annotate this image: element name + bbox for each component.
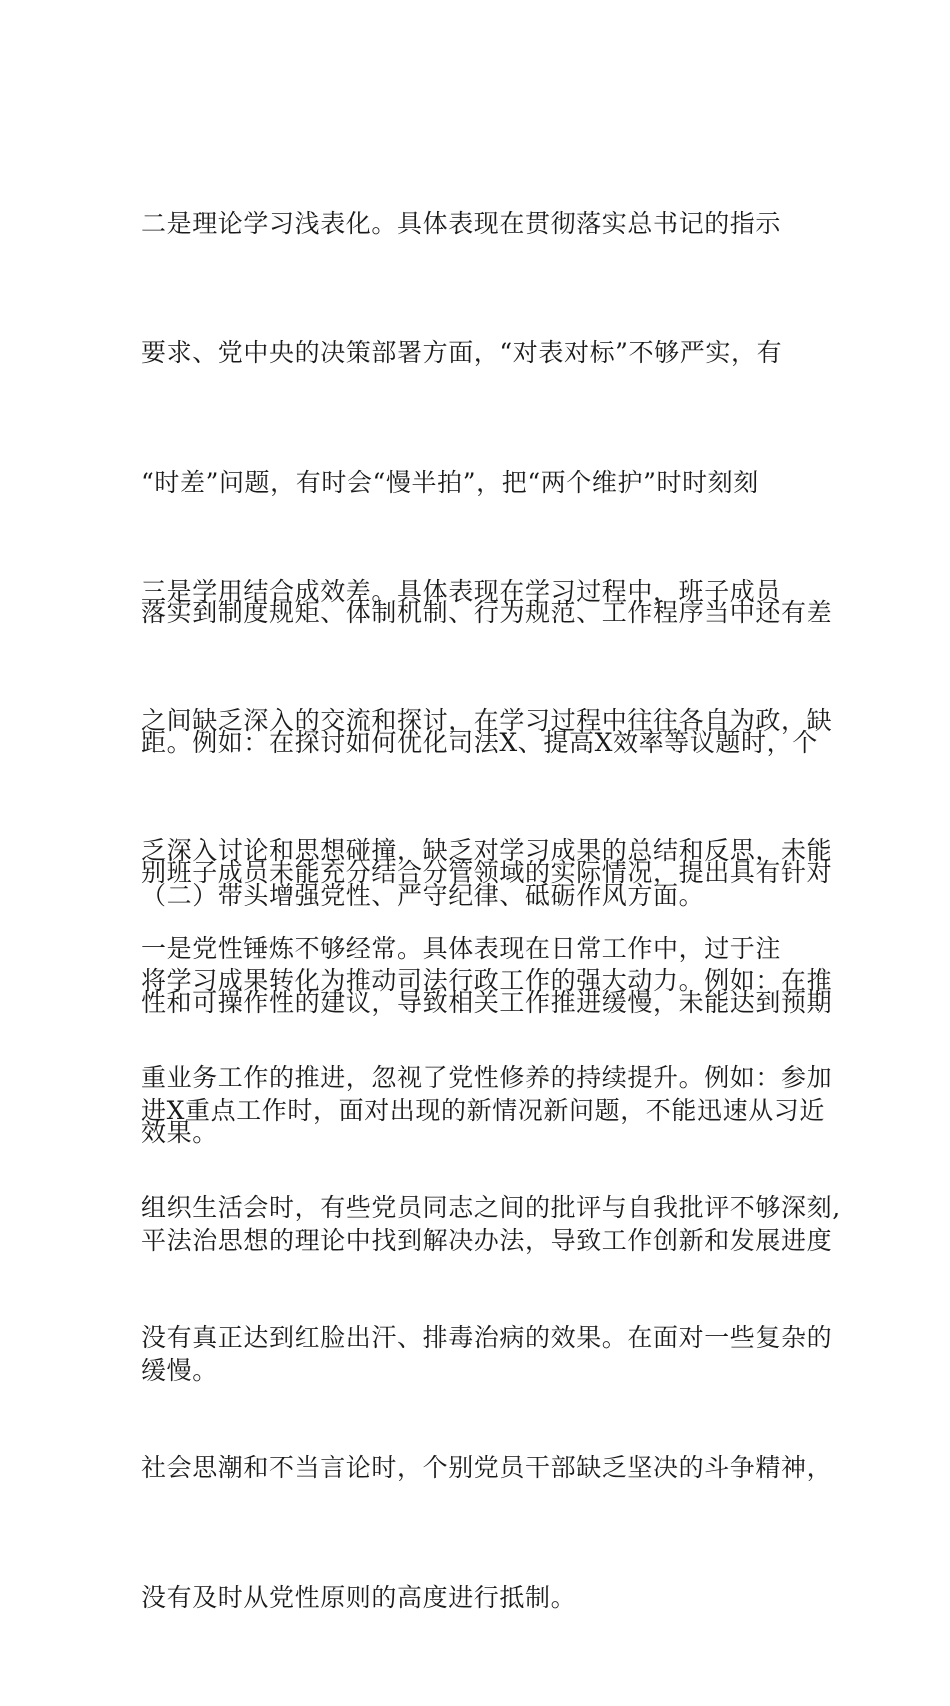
text-line: 没有真正达到红脸出汗、排毒治病的效果。在面对一些复杂的 <box>141 1323 833 1353</box>
text-line: 落实到制度规矩、体制机制、行为规范、工作程序当中还有差 <box>141 598 833 628</box>
text-line: 平法治思想的理论中找到解决办法，导致工作创新和发展进度 <box>141 1226 833 1256</box>
text-line: 重业务工作的推进，忽视了党性修养的持续提升。例如：参加 <box>141 1063 833 1093</box>
text-line: 距。例如：在探讨如何优化司法X、提高X效率等议题时，个 <box>141 728 818 758</box>
text-line: 组织生活会时，有些党员同志之间的批评与自我批评不够深刻, <box>141 1193 841 1223</box>
text-line: 三是学用结合成效差。具体表现在学习过程中，班子成员 <box>141 576 782 606</box>
text-line: 没有及时从党性原则的高度进行抵制。 <box>141 1583 577 1613</box>
text-line: 之间缺乏深入的交流和探讨，在学习过程中往往各自为政，缺 <box>141 706 833 736</box>
text-line: 缓慢。 <box>141 1355 218 1385</box>
paragraph-party-spirit <box>141 840 841 1706</box>
text-line: 二是理论学习浅表化。具体表现在贯彻落实总书记的指示 <box>141 208 782 238</box>
text-line: 别班子成员未能充分结合分管领域的实际情况，提出具有针对 <box>141 858 833 888</box>
section-heading-text: （二）带头增强党性、严守纪律、砥砺作风方面。 <box>141 880 705 910</box>
text-line: “时差”问题，有时会“慢半拍”，把“两个维护”时时刻刻 <box>141 468 759 498</box>
text-line: 要求、党中央的决策部署方面，“对表对标”不够严实，有 <box>141 338 783 368</box>
text-line: 性和可操作性的建议，导致相关工作推进缓慢，未能达到预期 <box>141 987 833 1017</box>
text-line: 乏深入讨论和思想碰撞，缺乏对学习成果的总结和反思，未能 <box>141 836 833 866</box>
text-line: 进X重点工作时，面对出现的新情况新问题，不能迅速从习近 <box>141 1096 825 1126</box>
text-line: 效果。 <box>141 1117 218 1147</box>
text-line: 将学习成果转化为推动司法行政工作的强大动力。例如：在推 <box>141 966 833 996</box>
text-line: 社会思潮和不当言论时，个别党员干部缺乏坚决的斗争精神， <box>141 1453 833 1483</box>
text-line: 一是党性锤炼不够经常。具体表现在日常工作中，过于注 <box>141 933 782 963</box>
